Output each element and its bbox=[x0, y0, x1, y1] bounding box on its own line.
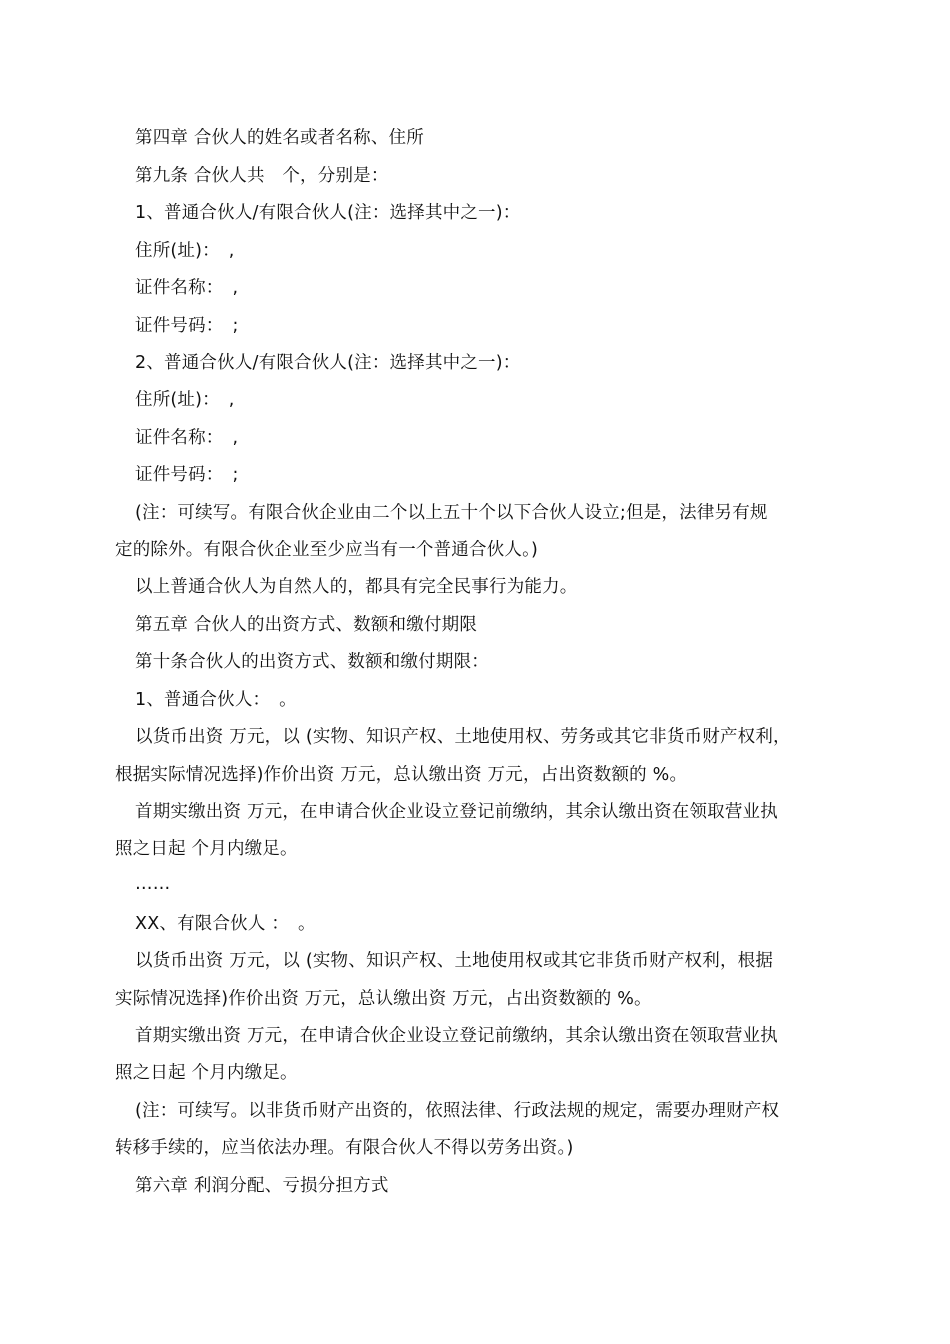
note-1-line-1: (注：可续写。有限合伙企业由二个以上五十个以下合伙人设立;但是，法律另有规 bbox=[135, 503, 768, 523]
ellipsis: …… bbox=[135, 874, 171, 894]
limited-partner-item: XX、有限合伙人 ： 。 bbox=[135, 914, 316, 934]
partner-1-id-name: 证件名称： , bbox=[135, 278, 239, 298]
chapter-6-heading: 第六章 利润分配、亏损分担方式 bbox=[135, 1176, 389, 1196]
lp-contribution-line-1: 以货币出资 万元，以 (实物、知识产权、土地使用权或其它非货币财产权利，根据 bbox=[135, 951, 774, 971]
general-partner-item: 1、普通合伙人： 。 bbox=[135, 690, 297, 710]
capacity-statement: 以上普通合伙人为自然人的，都具有完全民事行为能力。 bbox=[135, 577, 578, 597]
note-1-line-2: 定的除外。有限合伙企业至少应当有一个普通合伙人。) bbox=[115, 540, 539, 560]
chapter-4-heading: 第四章 合伙人的姓名或者名称、住所 bbox=[135, 128, 424, 148]
article-10-heading: 第十条合伙人的出资方式、数额和缴付期限： bbox=[135, 652, 489, 672]
gp-contribution-line-2: 根据实际情况选择)作价出资 万元，总认缴出资 万元，占出资数额的 %。 bbox=[115, 765, 688, 785]
partner-2-id-number: 证件号码： ; bbox=[135, 465, 239, 485]
partner-2-address: 住所(址)： , bbox=[135, 390, 235, 410]
partner-1-type: 1、普通合伙人/有限合伙人(注：选择其中之一)： bbox=[135, 203, 521, 223]
partner-2-id-name: 证件名称： , bbox=[135, 428, 239, 448]
note-2-line-1: (注：可续写。以非货币财产出资的，依照法律、行政法规的规定，需要办理财产权 bbox=[135, 1101, 780, 1121]
partner-2-type: 2、普通合伙人/有限合伙人(注：选择其中之一)： bbox=[135, 353, 521, 373]
partner-1-address: 住所(址)： , bbox=[135, 241, 235, 261]
chapter-5-heading: 第五章 合伙人的出资方式、数额和缴付期限 bbox=[135, 615, 478, 635]
gp-payment-line-1: 首期实缴出资 万元，在申请合伙企业设立登记前缴纳，其余认缴出资在领取营业执 bbox=[135, 802, 778, 822]
article-9-heading: 第九条 合伙人共 个，分别是： bbox=[135, 166, 389, 186]
lp-contribution-line-2: 实际情况选择)作价出资 万元，总认缴出资 万元，占出资数额的 %。 bbox=[115, 989, 652, 1009]
note-2-line-2: 转移手续的，应当依法办理。有限合伙人不得以劳务出资。) bbox=[115, 1138, 574, 1158]
partner-1-id-number: 证件号码： ; bbox=[135, 316, 239, 336]
gp-contribution-line-1: 以货币出资 万元，以 (实物、知识产权、土地使用权、劳务或其它非货币财产权利， bbox=[135, 727, 791, 747]
lp-payment-line-1: 首期实缴出资 万元，在申请合伙企业设立登记前缴纳，其余认缴出资在领取营业执 bbox=[135, 1026, 778, 1046]
lp-payment-line-2: 照之日起 个月内缴足。 bbox=[115, 1063, 298, 1083]
gp-payment-line-2: 照之日起 个月内缴足。 bbox=[115, 839, 298, 859]
